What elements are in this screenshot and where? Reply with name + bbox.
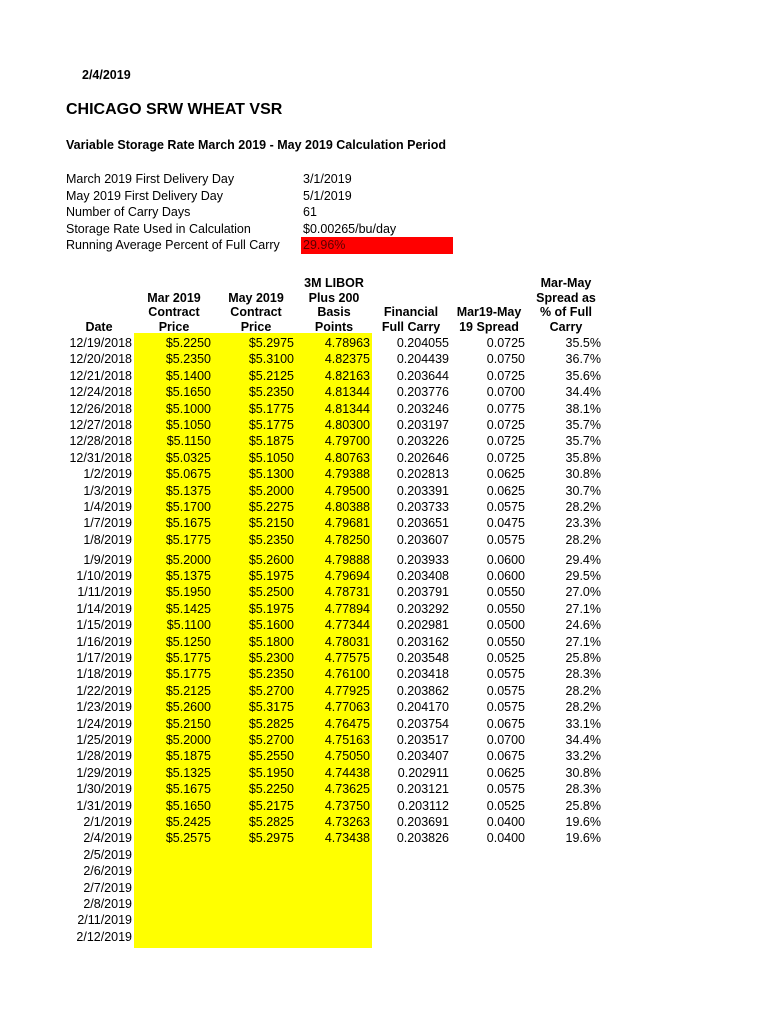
- cell-spread: 0.0600: [486, 553, 525, 568]
- cell-date: 12/31/2018: [69, 450, 132, 465]
- cell-mar-price: $5.1150: [166, 434, 211, 449]
- cell-date: 12/24/2018: [69, 385, 132, 400]
- cell-libor: 4.81344: [324, 385, 370, 400]
- cell-date: 12/20/2018: [69, 352, 132, 367]
- cell-financial-full-carry: 0.203791: [396, 585, 449, 600]
- cell-mar-price: $5.2350: [165, 352, 211, 367]
- cell-spread: 0.0675: [486, 716, 525, 731]
- cell-financial-full-carry: 0.203691: [396, 814, 449, 829]
- table-row: [0, 830, 768, 846]
- cell-may-price: $5.1775: [248, 401, 294, 416]
- cell-date: 1/23/2019: [76, 700, 132, 715]
- cell-may-price: $5.2275: [248, 499, 294, 514]
- cell-date: 1/2/2019: [83, 467, 132, 482]
- cell-mar-price: $5.1650: [165, 798, 211, 813]
- cell-mar-price: $5.1950: [165, 585, 211, 600]
- table-row: [0, 548, 768, 568]
- info-row-may-first-delivery: [66, 188, 456, 205]
- cell-financial-full-carry: 0.204439: [396, 352, 449, 367]
- cell-date: 1/25/2019: [76, 732, 132, 747]
- cell-mar-price: $5.2000: [165, 732, 211, 747]
- cell-libor: 4.75163: [324, 732, 370, 747]
- cell-spread: 0.0775: [486, 401, 525, 416]
- cell-libor: 4.78731: [324, 585, 370, 600]
- cell-may-price: $5.2825: [248, 814, 294, 829]
- cell-spread: 0.0725: [486, 450, 525, 465]
- cell-date: 1/18/2019: [76, 667, 132, 682]
- page-subtitle: Variable Storage Rate March 2019 - May 2019 Calculation Period: [66, 138, 447, 152]
- cell-pct-full-carry: 34.4%: [565, 385, 601, 400]
- cell-spread: 0.0575: [486, 532, 525, 547]
- table-row: [0, 880, 768, 896]
- cell-pct-full-carry: 27.1%: [565, 601, 601, 616]
- cell-may-price: $5.1950: [248, 765, 294, 780]
- cell-may-price: $5.2175: [248, 798, 294, 813]
- cell-pct-full-carry: 35.7%: [565, 434, 601, 449]
- info-value: $0.00265/bu/day: [303, 221, 397, 236]
- info-value: 3/1/2019: [303, 172, 352, 186]
- table-row: [0, 699, 768, 715]
- table-row: [0, 450, 768, 466]
- cell-financial-full-carry: 0.203933: [396, 553, 449, 568]
- cell-financial-full-carry: 0.203776: [396, 385, 449, 400]
- cell-spread: 0.0400: [486, 831, 525, 846]
- cell-date: 12/27/2018: [69, 417, 132, 432]
- cell-mar-price: $5.1650: [165, 385, 211, 400]
- cell-pct-full-carry: 29.4%: [565, 553, 601, 568]
- cell-may-price: $5.3175: [248, 700, 294, 715]
- cell-financial-full-carry: 0.203226: [396, 434, 449, 449]
- cell-spread: 0.0625: [486, 765, 525, 780]
- cell-date: 1/8/2019: [83, 532, 132, 547]
- cell-pct-full-carry: 19.6%: [565, 814, 601, 829]
- cell-may-price: $5.2350: [248, 385, 294, 400]
- cell-financial-full-carry: 0.203733: [396, 499, 449, 514]
- table-row: [0, 814, 768, 830]
- cell-date: 1/17/2019: [76, 651, 132, 666]
- cell-mar-price: $5.2250: [165, 336, 211, 350]
- cell-date: 1/22/2019: [76, 683, 132, 698]
- table-row: [0, 650, 768, 666]
- report-date: 2/4/2019: [82, 68, 131, 82]
- table-row: [0, 765, 768, 781]
- cell-pct-full-carry: 35.7%: [565, 417, 601, 432]
- table-row: [0, 781, 768, 797]
- info-row-march-first-delivery: [66, 171, 456, 188]
- table-row: [0, 896, 768, 912]
- cell-mar-price: $5.2125: [165, 683, 211, 698]
- cell-spread: 0.0525: [486, 651, 525, 666]
- cell-may-price: $5.2825: [248, 716, 294, 731]
- cell-financial-full-carry: 0.202813: [396, 467, 449, 482]
- cell-mar-price: $5.1775: [165, 651, 211, 666]
- cell-spread: 0.0625: [486, 483, 525, 498]
- table-row: [0, 417, 768, 433]
- cell-pct-full-carry: 28.3%: [565, 782, 601, 797]
- page-title: CHICAGO SRW WHEAT VSR: [66, 101, 283, 118]
- cell-financial-full-carry: 0.204170: [396, 700, 449, 715]
- cell-mar-price: $5.1325: [165, 765, 211, 780]
- header-financial-full-carry: Financial Full Carry: [381, 305, 441, 334]
- cell-may-price: $5.2300: [248, 651, 294, 666]
- cell-may-price: $5.2250: [248, 782, 294, 797]
- cell-date: 2/11/2019: [77, 913, 132, 928]
- cell-spread: 0.0625: [486, 467, 525, 482]
- cell-libor: 4.74438: [324, 765, 370, 780]
- cell-financial-full-carry: 0.203548: [396, 651, 449, 666]
- cell-pct-full-carry: 34.4%: [565, 732, 601, 747]
- cell-libor: 4.73750: [324, 798, 370, 813]
- cell-pct-full-carry: 25.8%: [565, 798, 601, 813]
- cell-date: 1/7/2019: [83, 516, 132, 531]
- cell-mar-price: $5.1675: [165, 782, 211, 797]
- cell-date: 1/4/2019: [83, 499, 132, 514]
- cell-date: 1/31/2019: [76, 798, 132, 813]
- cell-mar-price: $5.1675: [165, 516, 211, 531]
- cell-pct-full-carry: 25.8%: [565, 651, 601, 666]
- cell-date: 2/5/2019: [83, 847, 132, 862]
- header-pct-full-carry: Mar-May Spread as % of Full Carry: [536, 276, 596, 334]
- cell-may-price: $5.1875: [248, 434, 294, 449]
- cell-mar-price: $5.1400: [165, 368, 211, 383]
- cell-libor: 4.79888: [324, 553, 370, 568]
- cell-libor: 4.79500: [324, 483, 370, 498]
- cell-financial-full-carry: 0.203651: [396, 516, 449, 531]
- table-row: [0, 617, 768, 633]
- cell-financial-full-carry: 0.203754: [396, 716, 449, 731]
- cell-mar-price: $5.2600: [165, 700, 211, 715]
- cell-financial-full-carry: 0.203407: [396, 749, 449, 764]
- cell-spread: 0.0500: [486, 618, 525, 633]
- table-row: [0, 351, 768, 367]
- cell-spread: 0.0475: [486, 516, 525, 531]
- cell-financial-full-carry: 0.203408: [396, 569, 449, 584]
- cell-libor: 4.80388: [324, 499, 370, 514]
- cell-spread: 0.0550: [486, 585, 525, 600]
- cell-may-price: $5.3100: [248, 352, 294, 367]
- cell-libor: 4.77925: [324, 683, 370, 698]
- cell-spread: 0.0575: [486, 782, 525, 797]
- cell-date: 2/12/2019: [76, 929, 132, 944]
- cell-spread: 0.0575: [486, 700, 525, 715]
- header-date: Date: [85, 319, 113, 334]
- cell-libor: 4.79388: [324, 467, 370, 482]
- cell-may-price: $5.2700: [248, 732, 294, 747]
- cell-mar-price: $5.1000: [165, 401, 211, 416]
- table-row: [0, 912, 768, 928]
- table-row: [0, 368, 768, 384]
- cell-financial-full-carry: 0.203292: [396, 601, 449, 616]
- cell-date: 1/16/2019: [76, 634, 132, 649]
- header-may-price: May 2019 Contract Price: [228, 290, 284, 334]
- cell-libor: 4.78963: [324, 336, 370, 350]
- cell-pct-full-carry: 33.1%: [565, 716, 601, 731]
- table-row: [0, 568, 768, 584]
- cell-spread: 0.0750: [486, 352, 525, 367]
- cell-may-price: $5.2350: [248, 532, 294, 547]
- cell-libor: 4.73438: [324, 831, 370, 846]
- cell-pct-full-carry: 27.0%: [565, 585, 601, 600]
- cell-date: 12/26/2018: [69, 401, 132, 416]
- cell-date: 12/21/2018: [69, 368, 132, 383]
- cell-libor: 4.73263: [324, 814, 370, 829]
- cell-spread: 0.0525: [486, 798, 525, 813]
- cell-date: 1/24/2019: [76, 716, 132, 731]
- cell-financial-full-carry: 0.203246: [396, 401, 449, 416]
- info-row-storage-rate: [66, 221, 456, 238]
- cell-spread: 0.0700: [486, 385, 525, 400]
- table-row: [0, 666, 768, 682]
- cell-mar-price: $5.0325: [165, 450, 211, 465]
- cell-may-price: $5.2500: [248, 585, 294, 600]
- cell-pct-full-carry: 28.3%: [565, 667, 601, 682]
- cell-date: 1/10/2019: [76, 569, 132, 584]
- info-label: Storage Rate Used in Calculation: [66, 221, 251, 236]
- cell-may-price: $5.2550: [248, 749, 294, 764]
- cell-financial-full-carry: 0.203391: [396, 483, 449, 498]
- cell-libor: 4.75050: [324, 749, 370, 764]
- calculation-info: [66, 171, 456, 254]
- table-row: [0, 847, 768, 863]
- cell-mar-price: $5.1375: [165, 483, 211, 498]
- cell-spread: 0.0725: [486, 368, 525, 383]
- cell-spread: 0.0550: [486, 634, 525, 649]
- cell-pct-full-carry: 33.2%: [565, 749, 601, 764]
- header-libor: 3M LIBOR Plus 200 Basis Points: [304, 276, 364, 334]
- cell-date: 1/30/2019: [76, 782, 132, 797]
- cell-pct-full-carry: 35.8%: [565, 450, 601, 465]
- info-label: Running Average Percent of Full Carry: [66, 238, 280, 252]
- cell-financial-full-carry: 0.203644: [396, 368, 449, 383]
- table-row: [0, 499, 768, 515]
- table-row: [0, 683, 768, 699]
- table-row: [0, 748, 768, 764]
- cell-pct-full-carry: 27.1%: [565, 634, 601, 649]
- cell-may-price: $5.1050: [248, 450, 294, 465]
- cell-financial-full-carry: 0.203418: [396, 667, 449, 682]
- table-row: [0, 466, 768, 482]
- cell-may-price: $5.1300: [248, 467, 294, 482]
- table-row: [0, 532, 768, 548]
- cell-libor: 4.81344: [324, 401, 370, 416]
- cell-libor: 4.79694: [324, 569, 370, 584]
- cell-date: 2/7/2019: [83, 880, 132, 895]
- table-row: [0, 716, 768, 732]
- table-row: [0, 401, 768, 417]
- cell-spread: 0.0600: [486, 569, 525, 584]
- cell-libor: 4.82375: [324, 352, 370, 367]
- cell-pct-full-carry: 38.1%: [565, 401, 601, 416]
- cell-mar-price: $5.1700: [165, 499, 211, 514]
- cell-libor: 4.82163: [324, 368, 370, 383]
- cell-date: 12/19/2018: [69, 336, 132, 350]
- table-row: [0, 732, 768, 748]
- cell-spread: 0.0675: [486, 749, 525, 764]
- cell-date: 2/1/2019: [83, 814, 132, 829]
- cell-may-price: $5.1800: [248, 634, 294, 649]
- cell-pct-full-carry: 28.2%: [565, 532, 601, 547]
- cell-date: 1/11/2019: [77, 585, 132, 600]
- cell-mar-price: $5.0675: [165, 467, 211, 482]
- info-row-carry-days: [66, 204, 456, 221]
- cell-libor: 4.76475: [324, 716, 370, 731]
- cell-date: 1/14/2019: [76, 601, 132, 616]
- cell-may-price: $5.1975: [248, 569, 294, 584]
- cell-may-price: $5.2125: [248, 368, 294, 383]
- cell-pct-full-carry: 24.6%: [565, 618, 601, 633]
- cell-libor: 4.80763: [324, 450, 370, 465]
- table-row: [0, 863, 768, 879]
- cell-may-price: $5.2975: [248, 336, 294, 350]
- cell-mar-price: $5.1100: [166, 618, 211, 633]
- cell-may-price: $5.2975: [248, 831, 294, 846]
- cell-mar-price: $5.1875: [165, 749, 211, 764]
- cell-pct-full-carry: 28.2%: [565, 683, 601, 698]
- cell-mar-price: $5.1425: [165, 601, 211, 616]
- cell-pct-full-carry: 23.3%: [565, 516, 601, 531]
- cell-spread: 0.0700: [486, 732, 525, 747]
- table-row: [0, 483, 768, 499]
- cell-financial-full-carry: 0.203862: [396, 683, 449, 698]
- cell-mar-price: $5.1375: [165, 569, 211, 584]
- info-label: March 2019 First Delivery Day: [66, 172, 235, 186]
- cell-may-price: $5.2700: [248, 683, 294, 698]
- cell-date: 2/4/2019: [83, 831, 132, 846]
- cell-pct-full-carry: 28.2%: [565, 700, 601, 715]
- cell-date: 1/28/2019: [76, 749, 132, 764]
- cell-financial-full-carry: 0.204055: [396, 336, 449, 350]
- cell-spread: 0.0725: [486, 417, 525, 432]
- cell-financial-full-carry: 0.202981: [396, 618, 449, 633]
- cell-libor: 4.80300: [324, 417, 370, 432]
- cell-financial-full-carry: 0.203826: [396, 831, 449, 846]
- cell-financial-full-carry: 0.203121: [396, 782, 449, 797]
- info-value: 5/1/2019: [303, 188, 352, 203]
- cell-mar-price: $5.1775: [165, 667, 211, 682]
- cell-may-price: $5.2000: [248, 483, 294, 498]
- cell-pct-full-carry: 19.6%: [565, 831, 601, 846]
- cell-pct-full-carry: 30.8%: [565, 765, 601, 780]
- table-row: [0, 384, 768, 400]
- info-value: 61: [303, 205, 317, 219]
- cell-mar-price: $5.2425: [165, 814, 211, 829]
- cell-pct-full-carry: 36.7%: [565, 352, 601, 367]
- cell-spread: 0.0575: [486, 667, 525, 682]
- cell-pct-full-carry: 29.5%: [565, 569, 601, 584]
- cell-libor: 4.77344: [324, 618, 370, 633]
- cell-financial-full-carry: 0.202911: [397, 765, 449, 780]
- cell-spread: 0.0575: [486, 683, 525, 698]
- cell-may-price: $5.1975: [248, 601, 294, 616]
- cell-pct-full-carry: 30.8%: [565, 467, 601, 482]
- cell-mar-price: $5.2575: [165, 831, 211, 846]
- cell-spread: 0.0400: [486, 814, 525, 829]
- cell-date: 1/29/2019: [76, 765, 132, 780]
- cell-date: 1/3/2019: [83, 483, 132, 498]
- info-label: Number of Carry Days: [66, 205, 191, 219]
- cell-spread: 0.0575: [486, 499, 525, 514]
- cell-spread: 0.0725: [486, 434, 525, 449]
- table-row: [0, 634, 768, 650]
- cell-libor: 4.78250: [324, 532, 370, 547]
- data-table: [0, 335, 768, 945]
- table-row: [0, 929, 768, 945]
- cell-date: 2/6/2019: [83, 864, 132, 879]
- cell-pct-full-carry: 30.7%: [565, 483, 601, 498]
- cell-financial-full-carry: 0.203607: [396, 532, 449, 547]
- cell-mar-price: $5.2000: [165, 553, 211, 568]
- cell-may-price: $5.2150: [248, 516, 294, 531]
- cell-date: 2/8/2019: [83, 896, 132, 911]
- table-row: [0, 798, 768, 814]
- cell-date: 12/28/2018: [69, 434, 132, 449]
- table-row: [0, 433, 768, 449]
- cell-financial-full-carry: 0.203197: [396, 417, 449, 432]
- cell-libor: 4.76100: [324, 667, 370, 682]
- cell-date: 1/9/2019: [83, 553, 132, 568]
- info-label: May 2019 First Delivery Day: [66, 188, 223, 203]
- cell-libor: 4.73625: [324, 782, 370, 797]
- table-header: [0, 276, 768, 334]
- running-average-highlight: 29.96%: [301, 237, 453, 254]
- table-row: [0, 515, 768, 531]
- cell-pct-full-carry: 28.2%: [565, 499, 601, 514]
- header-spread: Mar19-May 19 Spread: [456, 305, 522, 334]
- header-mar-price: Mar 2019 Contract Price: [147, 290, 201, 334]
- cell-spread: 0.0550: [486, 601, 525, 616]
- cell-libor: 4.77063: [324, 700, 370, 715]
- cell-spread: 0.0725: [486, 336, 525, 350]
- cell-mar-price: $5.2150: [165, 716, 211, 731]
- cell-may-price: $5.1600: [248, 618, 294, 633]
- cell-libor: 4.78031: [324, 634, 370, 649]
- cell-libor: 4.79681: [324, 516, 370, 531]
- cell-financial-full-carry: 0.203517: [396, 732, 449, 747]
- table-row: [0, 335, 768, 351]
- cell-libor: 4.77894: [324, 601, 370, 616]
- cell-mar-price: $5.1250: [165, 634, 211, 649]
- cell-pct-full-carry: 35.5%: [565, 336, 601, 350]
- cell-date: 1/15/2019: [76, 618, 132, 633]
- cell-mar-price: $5.1050: [165, 417, 211, 432]
- table-row: [0, 601, 768, 617]
- cell-mar-price: $5.1775: [165, 532, 211, 547]
- cell-financial-full-carry: 0.203112: [397, 798, 449, 813]
- table-row: [0, 584, 768, 600]
- cell-financial-full-carry: 0.203162: [396, 634, 449, 649]
- cell-may-price: $5.2350: [248, 667, 294, 682]
- cell-pct-full-carry: 35.6%: [565, 368, 601, 383]
- cell-may-price: $5.2600: [248, 553, 294, 568]
- cell-financial-full-carry: 0.202646: [396, 450, 449, 465]
- cell-may-price: $5.1775: [248, 417, 294, 432]
- cell-libor: 4.79700: [324, 434, 370, 449]
- cell-libor: 4.77575: [324, 651, 370, 666]
- info-row-running-average: [66, 237, 456, 254]
